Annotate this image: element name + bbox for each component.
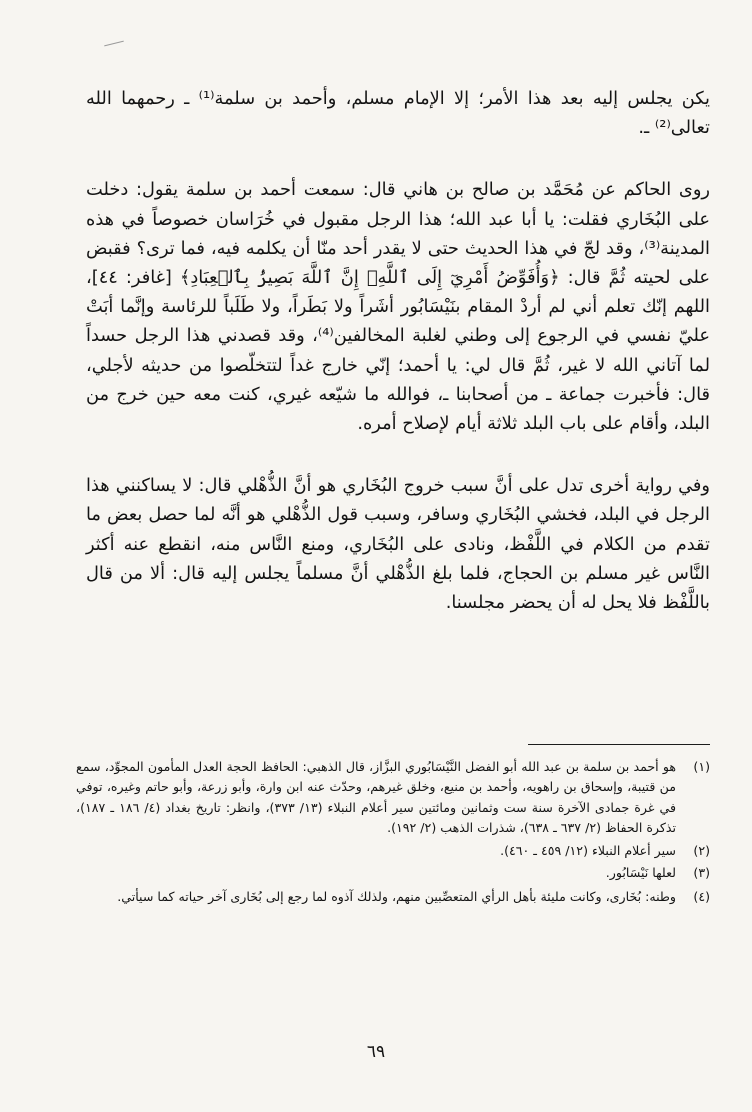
- footnote-number: (٢): [693, 842, 710, 858]
- footnote-text: لعلها نَيْسَابُور.: [605, 865, 676, 881]
- footnote-text: سير أعلام النبلاء (١٢/ ٤٥٩ ـ ٤٦٠).: [500, 842, 676, 858]
- footnote-number: (٣): [693, 865, 710, 881]
- footnote-2: [76, 841, 710, 861]
- footnote-text: هو أحمد بن سلمة بن عبد الله أبو الفضل النَّيْسَابُوري البزَّاز، قال الذهبي: الحافظ الحجة العدل المأمون المجوِّد، سمع من قتيبة، وإسحاق بن راهويه، وأحمد بن منيع، وخلق غيرهم، وحدّث عنه ابن وارة، وأبو زرعة، وأبو حاتم وغيره، توفي في غرة جمادى الآخرة سنة ست وثمانين ومائتين سير أعلام النبلاء (١٣/ ٣٧٣)، وانظر: تاريخ بغداد (٤/ ١٨٦ ـ ١٨٧)، تذكرة الحفاظ (٢/ ٦٣٧ ـ ٦٣٨)، شذرات الذهب (٢/ ١٩٢).: [76, 759, 677, 836]
- footnote-number: (٤): [693, 889, 710, 905]
- footnote-4: [76, 887, 710, 907]
- paragraph-other-narration: وفي رواية أخرى تدل على أنَّ سبب خروج البُخَاري هو أنَّ الذُّهْلي قال: لا يساكنني هذا الرجل في البلد، فخشي البُخَاري وسافر، وسبب قول الذُّهْلي هو أنَّه لما حصل بعض ما تقدم من الكلام في اللَّفْظ، ونادى على البُخَاري، ومنع النَّاس منه، انقطع عنه أكثر النَّاس غير مسلم بن الحجاج، فلما بلغ الذُّهْلي أنَّ مسلماً يجلس إليه قال: ألا من قال باللَّفْظ فلا يحل له أن يحضر مجلسنا.: [86, 475, 710, 614]
- page-number: ٦٩: [366, 1042, 386, 1062]
- main-text: [86, 84, 710, 617]
- scan-mark: [104, 41, 124, 47]
- footnote-1: [76, 757, 710, 839]
- footnote-number: (١): [693, 759, 710, 774]
- footnote-text: وطنه: بُخَارى، وكانت مليئة بأهل الرأي المتعصِّبين منهم، ولذلك آذوه لما رجع إلى بُخَارى آخر حياته كما سيأتي.: [117, 889, 676, 905]
- paragraph-hakim-narration: روى الحاكم عن مُحَمَّد بن صالح بن هاني قال: سمعت أحمد بن سلمة يقول: دخلت على البُخَاري فقلت: يا أبا عبد الله؛ هذا الرجل مقبول في خُرَاسان خصوصاً في هذه المدينة⁽³⁾، وقد لجّ في هذا الحديث حتى لا يقدر أحد منّا أن يكلمه فيه، فما ترى؟ فقبض على لحيته ثُمَّ قال: ﴿وَأُفَوِّضُ أَمْرِيٓ إِلَى ٱللَّهِۚ إِنَّ ٱللَّهَ بَصِيرُۢ بِٱلۡعِبَادِ﴾ [غافر: ٤٤]، اللهم إنّك تعلم أني لم أردْ المقام بنَيْسَابُور أشَراً ولا بَطَراً، ولا طَلَباً للرئاسة وإنَّما أبَتْ عليّ نفسي في الرجوع إلى وطني لغلبة المخالفين⁽⁴⁾، وقد قصدني هذا الرجل حسداً لما آتاني الله لا غير، ثُمَّ قال لي: يا أحمد؛ إنّي خارج غداً لتتخلّصوا من حديثه لأجلي، قال: فأخبرت جماعة ـ من أصحابنا ـ، فوالله ما شيّعه غيري، كنت معه حين خرج من البلد، وأقام على باب البلد ثلاثة أيام لإصلاح أمره.: [86, 179, 710, 435]
- paragraph-continuation: يكن يجلس إليه بعد هذا الأمر؛ إلا الإمام مسلم، وأحمد بن سلمة⁽¹⁾ ـ رحمهما الله تعالى⁽²⁾ ـ.: [86, 88, 710, 139]
- footnote-3: [76, 863, 710, 883]
- footnotes: [76, 757, 710, 908]
- footnote-separator: [528, 744, 710, 745]
